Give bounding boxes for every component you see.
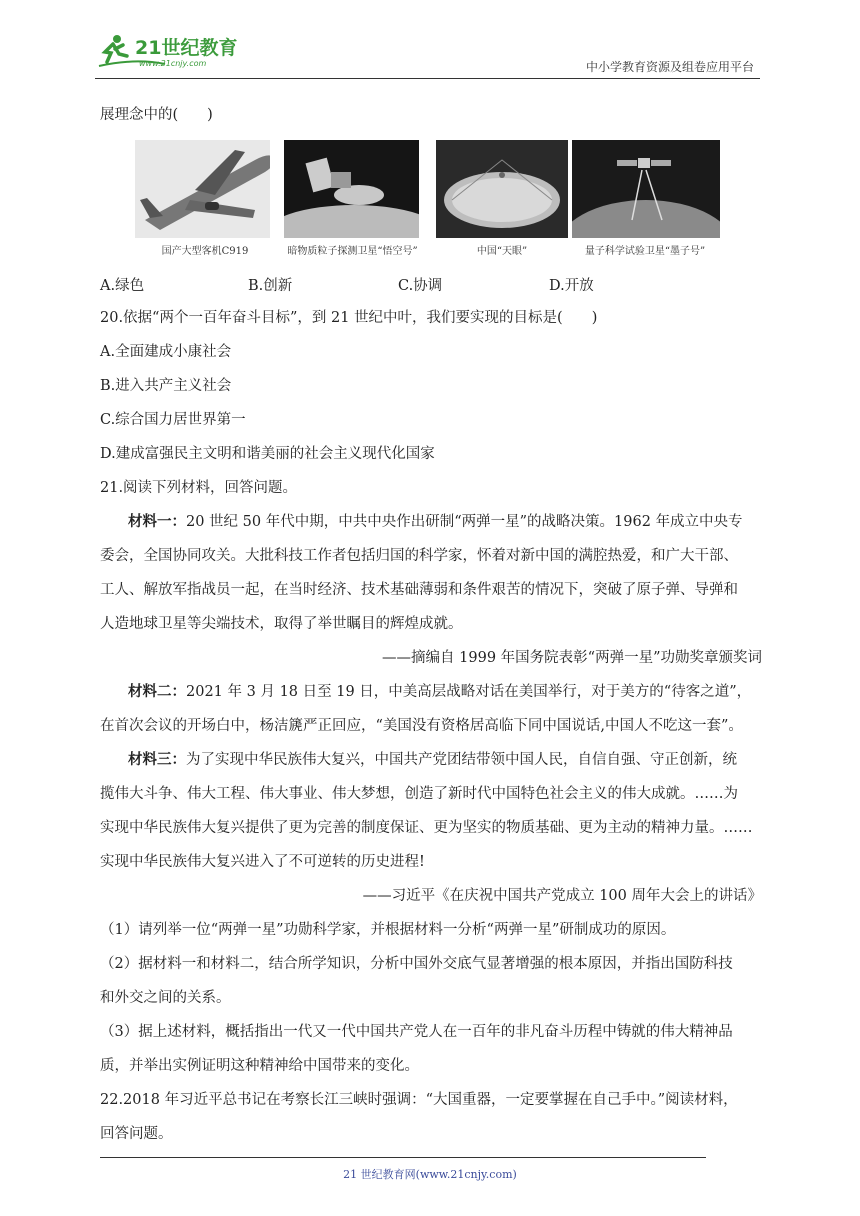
q22-stem-line-1: 22.2018 年习近平总书记在考察长江三峡时强调：“大国重器，一定要掌握在自己手中。”阅读材料，	[100, 1092, 738, 1108]
material-one-line-4: 人造地球卫星等尖端技术，取得了举世瞩目的辉煌成就。	[100, 616, 463, 632]
material-one-line-1: 材料一：20 世纪 50 年代中期，中共中央作出研制“两弹一星”的战略决策。1962 年成立中央专	[128, 513, 743, 530]
photo-mozi	[572, 140, 720, 238]
material-three-label: 材料三：	[128, 751, 186, 768]
q19-stem-tail: 展理念中的( )	[100, 107, 213, 123]
caption-c919: 国产大型客机C919	[161, 246, 249, 257]
page-footer[interactable]: 21 世纪教育网(www.21cnjy.com)	[343, 1168, 517, 1181]
q21-sub-question-2-line-2: 和外交之间的关系。	[100, 990, 231, 1006]
photo-tianyan	[436, 140, 571, 238]
material-three-line-2: 揽伟大斗争、伟大工程、伟大事业、伟大梦想，创造了新时代中国特色社会主义的伟大成就。……为	[100, 786, 738, 802]
q19-option-d[interactable]: D.开放	[549, 278, 594, 294]
q19-photo-strip	[135, 140, 720, 260]
quantum-satellite-icon	[572, 140, 720, 238]
q20-option-c[interactable]: C.综合国力居世界第一	[100, 412, 246, 428]
q21-stem: 21.阅读下列材料，回答问题。	[100, 480, 298, 496]
site-logo	[95, 32, 265, 72]
q20-option-d[interactable]: D.建成富强民主文明和谐美丽的社会主义现代化国家	[100, 446, 435, 462]
q21-sub-question-1: （1）请列举一位“两弹一星”功勋科学家，并根据材料一分析“两弹一星”研制成功的原因。	[100, 922, 676, 938]
material-one-source: ——摘编自 1999 年国务院表彰“两弹一星”功勋奖章颁奖词	[382, 650, 762, 666]
material-two-label: 材料二：	[128, 683, 186, 700]
radio-telescope-icon	[436, 140, 568, 238]
page-header	[95, 30, 760, 79]
q19-option-b[interactable]: B.创新	[248, 278, 293, 294]
satellite-icon	[284, 140, 419, 238]
material-three-line-1: 材料三：为了实现中华民族伟大复兴，中国共产党团结带领中国人民，自信自强、守正创新，统	[128, 751, 737, 768]
material-one-line-2: 委会，全国协同攻关。大批科技工作者包括归国的科学家，怀着对新中国的满腔热爱，和广大干部、	[100, 548, 738, 564]
material-two-line-1: 材料二：2021 年 3 月 18 日至 19 日，中美高层战略对话在美国举行，对于美方的“待客之道”，	[128, 683, 752, 700]
caption-wukong: 暗物质粒子探测卫星“悟空号”	[287, 246, 418, 257]
logo-url: www.21cnjy.com	[139, 59, 207, 68]
logo-text: 21世纪教育	[135, 37, 238, 59]
material-three-line-3: 实现中华民族伟大复兴提供了更为完善的制度保证、更为坚实的物质基础、更为主动的精神力量。……	[100, 820, 753, 836]
q22-stem-line-2: 回答问题。	[100, 1126, 173, 1142]
q20-stem: 20.依据“两个一百年奋斗目标”，到 21 世纪中叶，我们要实现的目标是( )	[100, 310, 598, 326]
airplane-icon	[135, 140, 270, 238]
q21-sub-question-3-line-2: 质，并举出实例证明这种精神给中国带来的变化。	[100, 1058, 419, 1074]
caption-mozi: 量子科学试验卫星“墨子号”	[584, 246, 706, 257]
footer-divider	[100, 1157, 706, 1158]
q21-sub-question-3-line-1: （3）据上述材料，概括指出一代又一代中国共产党人在一百年的非凡奋斗历程中铸就的伟大精神品	[100, 1024, 733, 1040]
q19-option-c[interactable]: C.协调	[398, 278, 443, 294]
photo-c919	[135, 140, 270, 238]
material-three-source: ——习近平《在庆祝中国共产党成立 100 周年大会上的讲话》	[362, 888, 762, 904]
material-two-line-2: 在首次会议的开场白中，杨洁篪严正回应，“美国没有资格居高临下同中国说话,中国人不吃这一套”。	[100, 718, 743, 734]
material-one-line-3: 工人、解放军指战员一起，在当时经济、技术基础薄弱和条件艰苦的情况下，突破了原子弹、导弹和	[100, 582, 738, 598]
caption-tianyan: 中国“天眼”	[476, 246, 528, 257]
q20-option-b[interactable]: B.进入共产主义社会	[100, 378, 232, 394]
material-three-line-4: 实现中华民族伟大复兴进入了不可逆转的历史进程!	[100, 854, 425, 870]
material-one-label: 材料一：	[128, 513, 186, 530]
photo-wukong	[284, 140, 419, 238]
q19-option-a[interactable]: A.绿色	[100, 278, 145, 294]
q20-option-a[interactable]: A.全面建成小康社会	[100, 344, 232, 360]
header-tagline: 中小学教育资源及组卷应用平台	[585, 60, 754, 74]
q21-sub-question-2-line-1: （2）据材料一和材料二，结合所学知识，分析中国外交底气显著增强的根本原因，并指出国防科技	[100, 956, 733, 972]
